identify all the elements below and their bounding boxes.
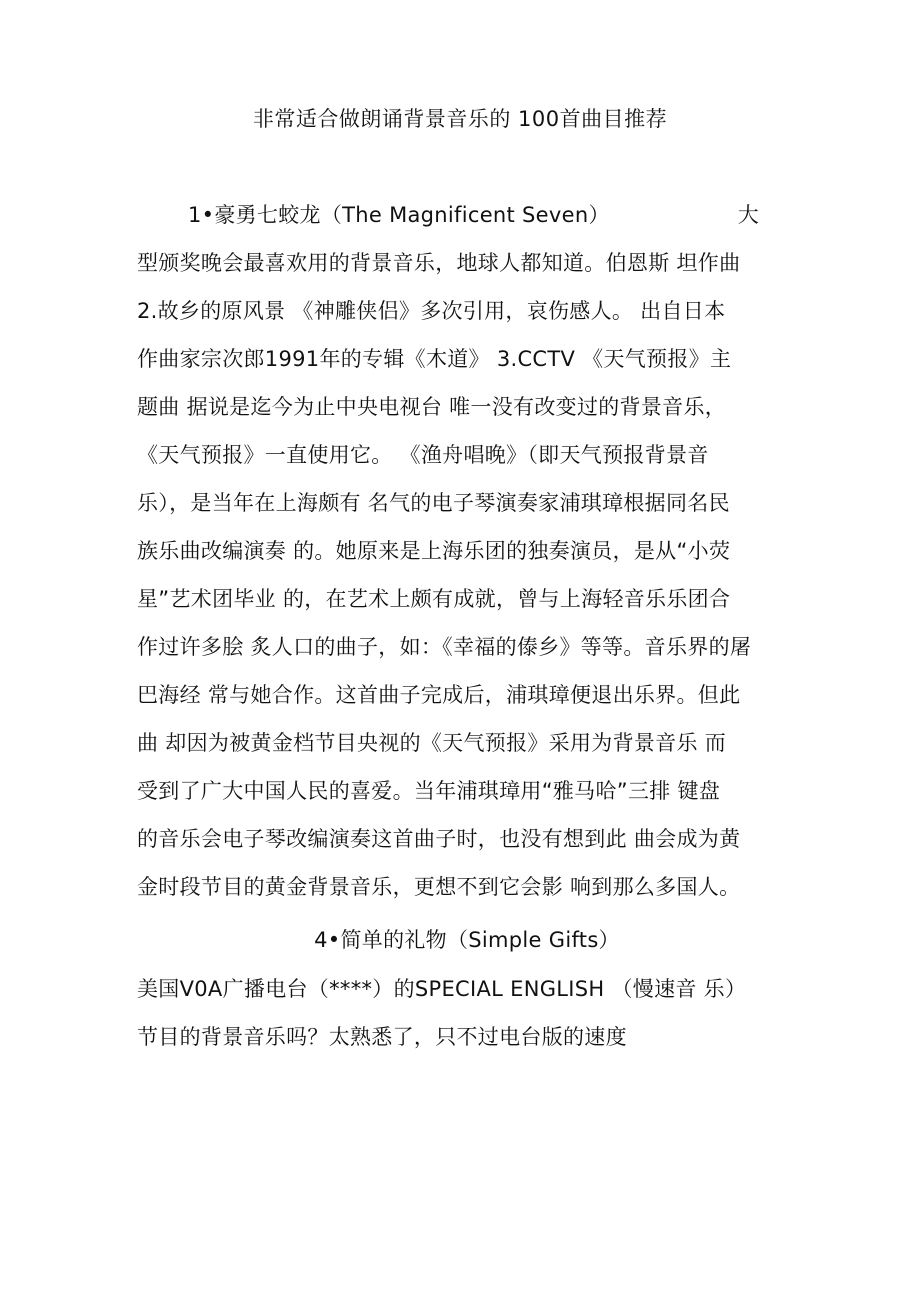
body-line-14: 金时段节目的黄金背景音乐，更想不到它会影 响到那么多国人。 bbox=[137, 875, 741, 899]
item-1-heading-tail: 大 bbox=[737, 203, 760, 227]
body-line-3: 作曲家宗次郎1991年的专辑《木道》 3.CCTV 《天气预报》主 bbox=[137, 347, 732, 371]
body-line-12: 受到了广大中国人民的喜爱。当年浦琪璋用“雅马哈”三排 键盘 bbox=[137, 779, 721, 803]
body-line-8: 星”艺术团毕业 的，在艺术上颇有成就，曾与上海轻音乐乐团合 bbox=[137, 587, 731, 611]
body-line-1: 型颁奖晚会最喜欢用的背景音乐，地球人都知道。伯恩斯 坦作曲 bbox=[137, 251, 741, 275]
tail-line-1: 美国V0A广播电台（****）的SPECIAL ENGLISH （慢速音 乐） bbox=[137, 977, 747, 1001]
item-4-heading: 4•简单的礼物（Simple Gifts） bbox=[314, 928, 620, 952]
body-line-10: 巴海经 常与她合作。这首曲子完成后，浦琪璋便退出乐界。但此 bbox=[137, 683, 741, 707]
page-title: 非常适合做朗诵背景音乐的 100首曲目推荐 bbox=[252, 107, 668, 131]
body-line-6: 乐），是当年在上海颇有 名气的电子琴演奏家浦琪璋根据同名民 bbox=[137, 491, 730, 515]
item-1-heading: 1•豪勇七蛟龙（The Magnificent Seven） bbox=[188, 203, 610, 227]
tail-line-2: 节目的背景音乐吗？太熟悉了，只不过电台版的速度 bbox=[137, 1025, 627, 1049]
body-line-4: 题曲 据说是迄今为止中央电视台 唯一没有改变过的背景音乐， bbox=[137, 395, 727, 419]
body-line-9: 作过许多脍 炙人口的曲子，如：《幸福的傣乡》等等。音乐界的屠 bbox=[137, 635, 752, 659]
body-line-5: 《天气预报》一直使用它。 《渔舟唱晚》（即天气预报背景音 bbox=[137, 443, 709, 467]
body-line-11: 曲 却因为被黄金档节目央视的《天气预报》采用为背景音乐 而 bbox=[137, 731, 727, 755]
body-line-7: 族乐曲改编演奏 的。她原来是上海乐团的独奏演员，是从“小荧 bbox=[137, 539, 731, 563]
body-line-13: 的音乐会电子琴改编演奏这首曲子时，也没有想到此 曲会成为黄 bbox=[137, 827, 741, 851]
item-1-heading-line bbox=[188, 199, 787, 231]
body-line-2: 2.故乡的原风景 《神雕侠侣》多次引用，哀伤感人。 出自日本 bbox=[137, 299, 726, 323]
